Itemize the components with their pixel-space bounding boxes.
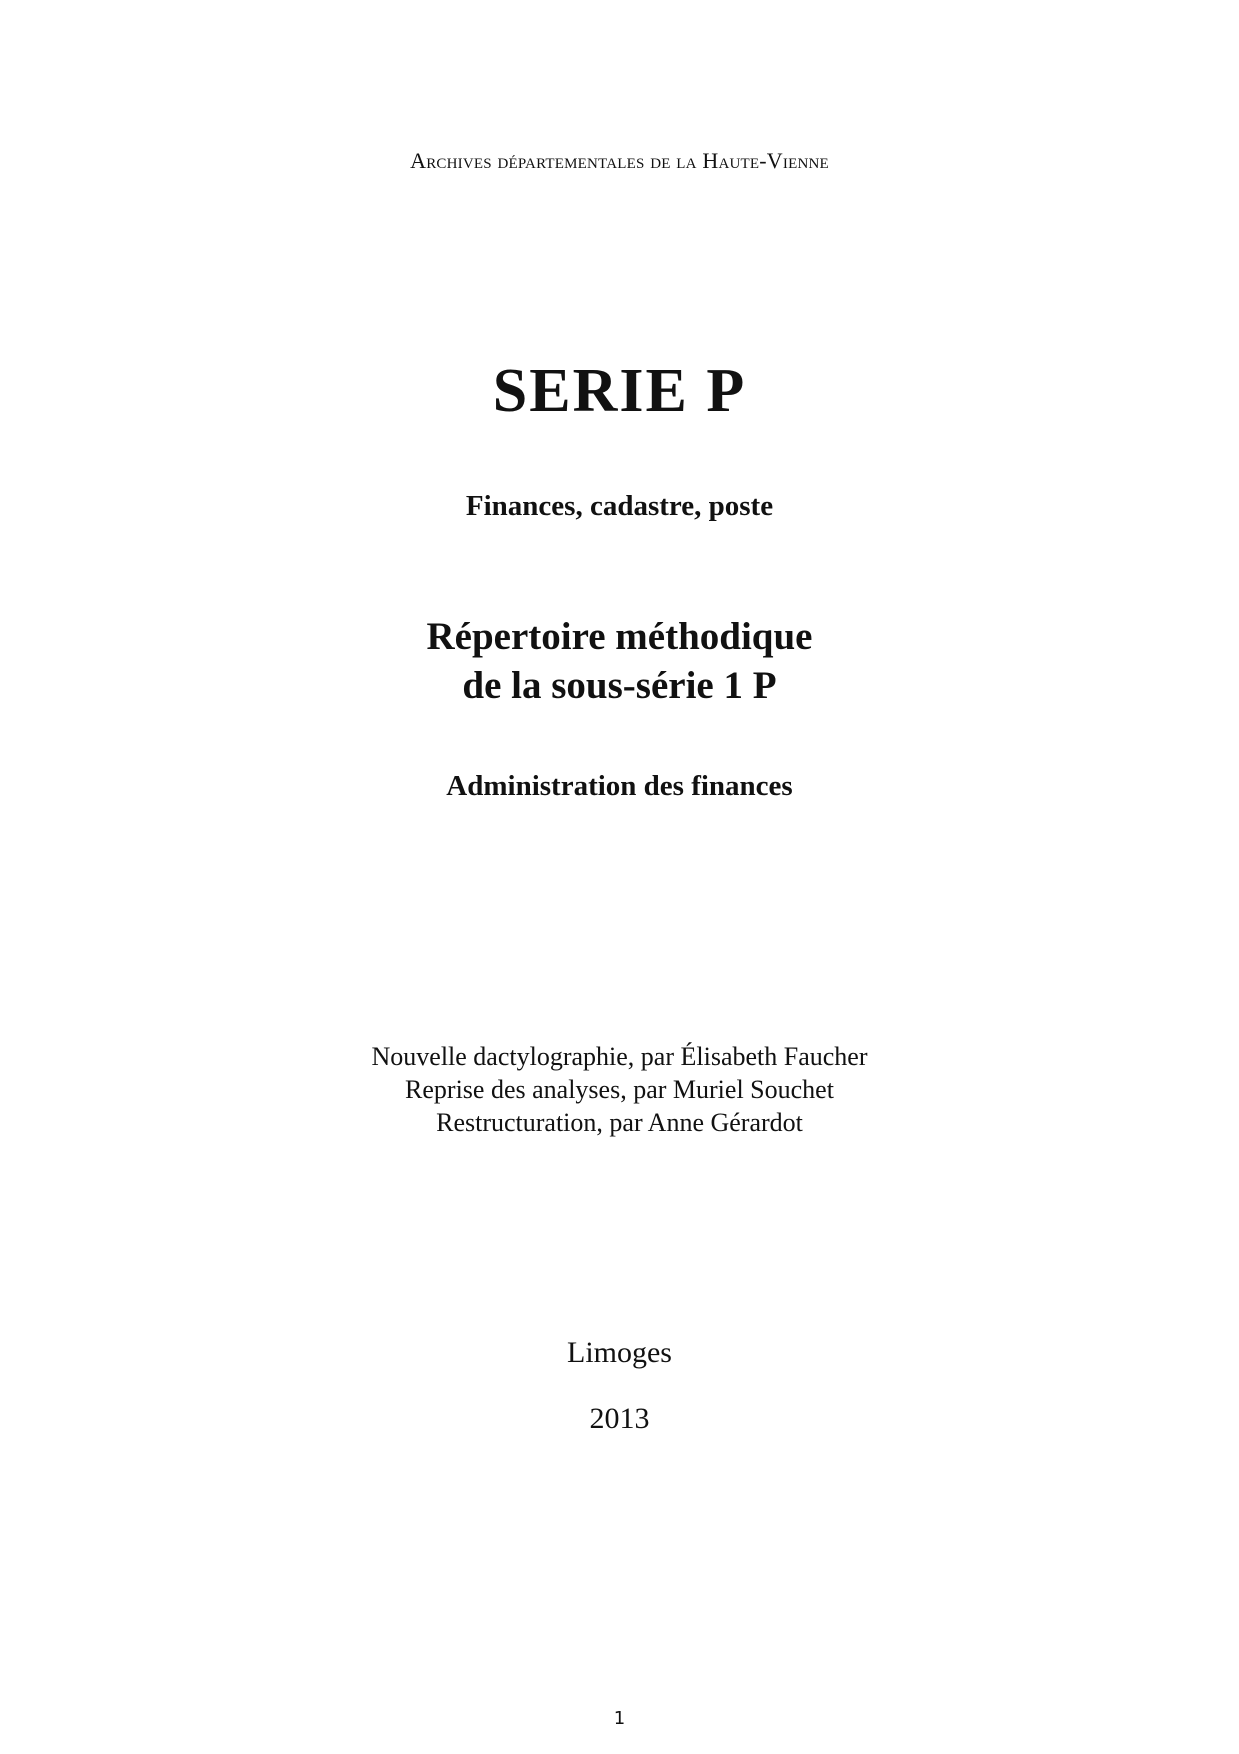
repertoire-title bbox=[0, 612, 1239, 710]
repertoire-title-line-2: de la sous-série 1 P bbox=[462, 664, 777, 707]
credit-line: Reprise des analyses, par Muriel Souchet bbox=[405, 1075, 834, 1104]
section-title: Administration des finances bbox=[446, 770, 793, 802]
credits-block bbox=[0, 1040, 1239, 1139]
institution-header: Archives départementales de la Haute-Vienne bbox=[410, 148, 829, 173]
credit-line: Nouvelle dactylographie, par Élisabeth Faucher bbox=[371, 1042, 868, 1071]
credit-line: Restructuration, par Anne Gérardot bbox=[436, 1108, 803, 1137]
publication-place: Limoges bbox=[567, 1336, 672, 1369]
series-subtitle: Finances, cadastre, poste bbox=[465, 490, 774, 522]
repertoire-title-line-1: Répertoire méthodique bbox=[426, 615, 813, 658]
page-number: 1 bbox=[613, 1708, 626, 1729]
publication-year: 2013 bbox=[589, 1402, 650, 1435]
series-title: SERIE P bbox=[492, 357, 747, 425]
